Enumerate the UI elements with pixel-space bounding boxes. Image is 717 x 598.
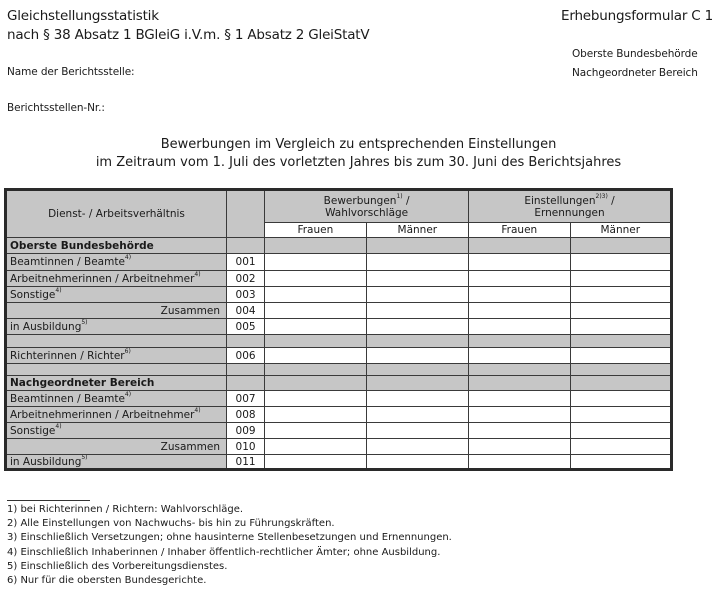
group-subordinate-area: Nachgeordneter Bereich (6, 376, 227, 391)
input-cell[interactable] (469, 287, 570, 303)
row-code: 005 (226, 319, 264, 335)
table-row (6, 287, 672, 303)
row-label: Sonstige$^{4)}$ (6, 423, 227, 439)
header-applications-men: Männer (366, 223, 468, 238)
table-row (6, 319, 672, 335)
row-label: Richterinnen / Richter$^{6)}$ (6, 348, 227, 364)
input-cell[interactable] (265, 455, 366, 470)
input-cell[interactable] (469, 423, 570, 439)
row-label: Arbeitnehmerinnen / Arbeitnehmer$^{4)}$ (6, 271, 227, 287)
input-cell[interactable] (366, 303, 468, 319)
input-cell[interactable] (265, 439, 366, 455)
footnotes (7, 503, 452, 588)
table-row (6, 407, 672, 423)
row-code: 001 (226, 254, 264, 271)
input-cell[interactable] (570, 287, 671, 303)
input-cell[interactable] (570, 303, 671, 319)
row-code: 004 (226, 303, 264, 319)
input-cell[interactable] (570, 439, 671, 455)
table-row (6, 254, 672, 271)
input-cell[interactable] (265, 319, 366, 335)
section-title-line1: Bewerbungen im Vergleich zu entsprechenden Einstellungen (160, 137, 557, 152)
input-cell[interactable] (469, 391, 570, 407)
footnote-divider (7, 500, 90, 501)
header-applications: Bewerbungen$^{1)}$ / Wahlvorschläge (265, 190, 469, 223)
footnote-4: 4) Einschließlich Inhaberinnen / Inhaber öffentlich-rechtlicher Ämter; ohne Ausbildung. (7, 546, 441, 558)
input-cell[interactable] (570, 455, 671, 470)
input-cell[interactable] (570, 348, 671, 364)
input-cell[interactable] (366, 407, 468, 423)
table-row (6, 391, 672, 407)
row-code: 010 (226, 439, 264, 455)
input-cell[interactable] (469, 407, 570, 423)
header-hirings-women: Frauen (469, 223, 570, 238)
applications-table (4, 188, 673, 471)
table-row (6, 303, 672, 319)
row-code: 009 (226, 423, 264, 439)
input-cell[interactable] (366, 271, 468, 287)
input-cell[interactable] (265, 391, 366, 407)
input-cell[interactable] (469, 271, 570, 287)
row-code: 007 (226, 391, 264, 407)
footnote-3: 3) Einschließlich Versetzungen; ohne hausinterne Stellenbesetzungen und Ernennungen. (7, 532, 452, 544)
row-code: 008 (226, 407, 264, 423)
row-label: Beamtinnen / Beamte$^{4)}$ (6, 254, 227, 271)
field-reporting-office-name: Name der Berichtsstelle: (7, 66, 135, 78)
input-cell[interactable] (265, 254, 366, 271)
footnote-2: 2) Alle Einstellungen von Nachwuchs- bis hin zu Führungskräften. (7, 518, 335, 530)
form-label: Erhebungsformular C 1 (561, 8, 713, 24)
row-label: Zusammen (6, 303, 227, 319)
row-code: 011 (226, 455, 264, 470)
input-cell[interactable] (366, 348, 468, 364)
input-cell[interactable] (265, 407, 366, 423)
header-status: Dienst- / Arbeitsverhältnis (6, 190, 227, 238)
input-cell[interactable] (570, 423, 671, 439)
row-code: 002 (226, 271, 264, 287)
section-title-line2: im Zeitraum vom 1. Juli des vorletzten Jahres bis zum 30. Juni des Berichtsjahres (95, 155, 622, 170)
input-cell[interactable] (469, 319, 570, 335)
footnote-1: 1) bei Richterinnen / Richtern: Wahlvorschläge. (7, 504, 244, 515)
input-cell[interactable] (265, 348, 366, 364)
input-cell[interactable] (570, 391, 671, 407)
footnote-5: 5) Einschließlich des Vorbereitungsdienstes. (7, 560, 228, 572)
input-cell[interactable] (366, 439, 468, 455)
input-cell[interactable] (469, 455, 570, 470)
row-label: in Ausbildung$^{5)}$ (6, 319, 227, 335)
input-cell[interactable] (265, 287, 366, 303)
input-cell[interactable] (366, 254, 468, 271)
option-top-authority: Oberste Bundesbehörde (572, 48, 698, 60)
field-reporting-office-number: Berichtsstellen-Nr.: (7, 102, 105, 114)
row-label: in Ausbildung$^{5)}$ (6, 455, 227, 470)
input-cell[interactable] (265, 423, 366, 439)
header-hirings-men: Männer (570, 223, 671, 238)
option-subordinate-area: Nachgeordneter Bereich (572, 67, 698, 79)
input-cell[interactable] (469, 254, 570, 271)
input-cell[interactable] (570, 407, 671, 423)
table-row (6, 455, 672, 470)
input-cell[interactable] (366, 391, 468, 407)
row-code: 006 (226, 348, 264, 364)
row-label: Sonstige$^{4)}$ (6, 287, 227, 303)
form-title-line1: Gleichstellungsstatistik (7, 8, 159, 24)
input-cell[interactable] (469, 439, 570, 455)
row-code: 003 (226, 287, 264, 303)
form-title-line2: nach § 38 Absatz 1 BGleiG i.V.m. § 1 Absatz 2 GleiStatV (7, 27, 370, 43)
group-top-authority: Oberste Bundesbehörde (6, 238, 227, 254)
input-cell[interactable] (366, 423, 468, 439)
input-cell[interactable] (366, 287, 468, 303)
table-row (6, 423, 672, 439)
input-cell[interactable] (570, 319, 671, 335)
input-cell[interactable] (366, 319, 468, 335)
input-cell[interactable] (469, 303, 570, 319)
input-cell[interactable] (366, 455, 468, 470)
input-cell[interactable] (570, 254, 671, 271)
table-row (6, 439, 672, 455)
header-hirings: Einstellungen$^{2)3)}$ / Ernennungen (469, 190, 672, 223)
input-cell[interactable] (469, 348, 570, 364)
row-label: Arbeitnehmerinnen / Arbeitnehmer$^{4)}$ (6, 407, 227, 423)
input-cell[interactable] (265, 271, 366, 287)
table-row (6, 348, 672, 364)
input-cell[interactable] (570, 271, 671, 287)
row-label: Beamtinnen / Beamte$^{4)}$ (6, 391, 227, 407)
footnote-6: 6) Nur für die obersten Bundesgerichte. (7, 575, 207, 587)
header-applications-women: Frauen (265, 223, 366, 238)
table-row (6, 271, 672, 287)
header-code (226, 190, 264, 238)
input-cell[interactable] (265, 303, 366, 319)
form-title (7, 7, 369, 45)
row-label: Zusammen (6, 439, 227, 455)
